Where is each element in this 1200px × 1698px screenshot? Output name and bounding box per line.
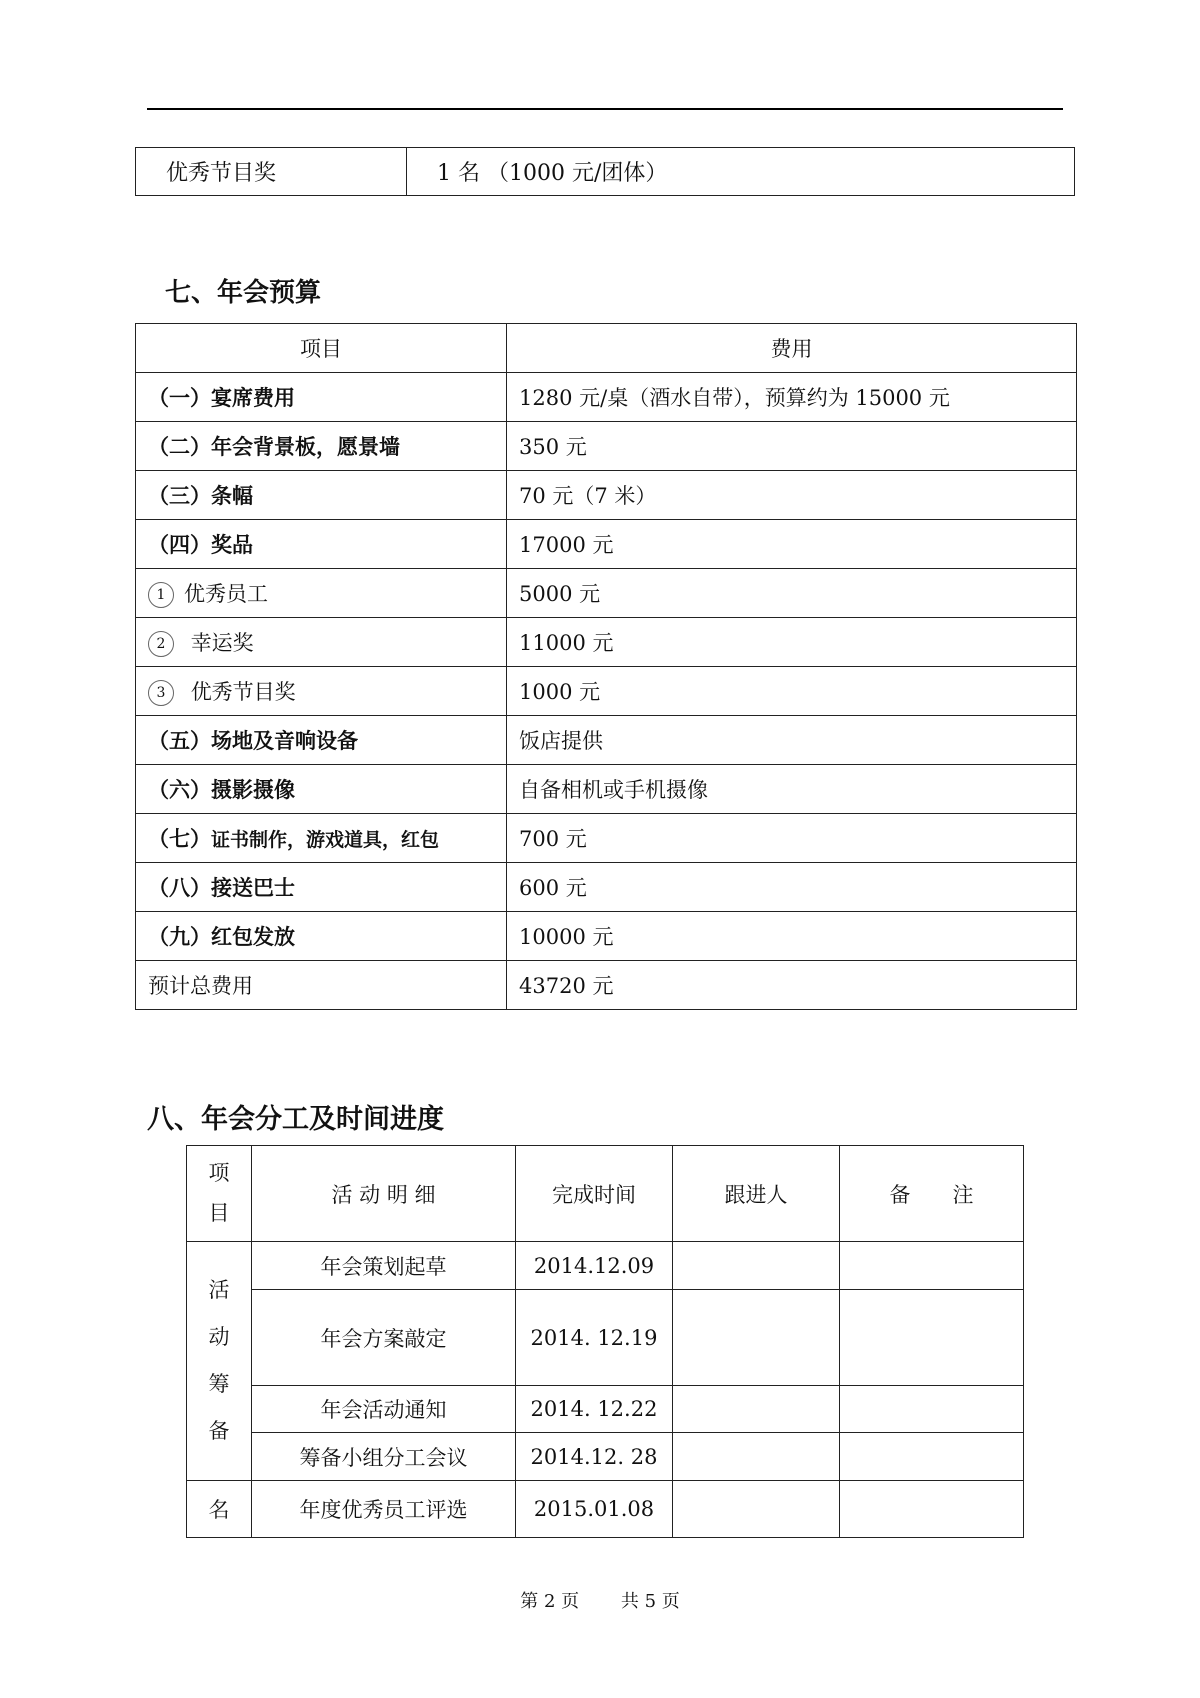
group-label: 活动筹备 (208, 1277, 230, 1444)
budget-cost: 600 元 (507, 863, 1077, 912)
table-row (136, 716, 1077, 765)
header-time: 完成时间 (516, 1146, 673, 1242)
budget-cost: 11000 元 (507, 618, 1077, 667)
owner-cell (673, 1242, 840, 1290)
budget-cost: 17000 元 (507, 520, 1077, 569)
budget-cost: 350 元 (507, 422, 1077, 471)
budget-item-prefix: （七） (148, 827, 211, 851)
budget-item: （三）条幅 (136, 471, 507, 520)
budget-item: 预计总费用 (136, 961, 507, 1010)
group-label: 名 (187, 1481, 252, 1538)
activity-detail: 年会方案敲定 (252, 1290, 516, 1386)
table-row (187, 1242, 1024, 1290)
circled-number: 3 (148, 680, 174, 706)
header-project: 项目 (208, 1160, 230, 1225)
table-row (136, 912, 1077, 961)
budget-cost: 自备相机或手机摄像 (507, 765, 1077, 814)
table-row (136, 373, 1077, 422)
table-row (136, 148, 1075, 196)
table-row (136, 814, 1077, 863)
budget-cost: 1280 元/桌（酒水自带），预算约为 15000 元 (507, 373, 1077, 422)
table-row (136, 667, 1077, 716)
budget-item: （四）奖品 (136, 520, 507, 569)
budget-item: （九）红包发放 (136, 912, 507, 961)
table-row (136, 520, 1077, 569)
award-value: 1 名 （1000 元/团体） (407, 148, 1075, 196)
completion-time: 2014. 12.22 (516, 1386, 673, 1433)
note-cell (840, 1433, 1024, 1481)
table-header-row (187, 1146, 1024, 1242)
table-row (187, 1433, 1024, 1481)
table-row (187, 1386, 1024, 1433)
activity-detail: 年会策划起草 (252, 1242, 516, 1290)
activity-detail: 年度优秀员工评选 (252, 1481, 516, 1538)
budget-cost: 700 元 (507, 814, 1077, 863)
table-row (187, 1290, 1024, 1386)
budget-item: 证书制作，游戏道具，红包 (211, 829, 440, 851)
circled-number: 1 (148, 582, 174, 608)
note-cell (840, 1386, 1024, 1433)
budget-item: （八）接送巴士 (136, 863, 507, 912)
budget-cost: 70 元（7 米） (507, 471, 1077, 520)
table-row (136, 618, 1077, 667)
table-header-row (136, 324, 1077, 373)
budget-cost: 43720 元 (507, 961, 1077, 1010)
header-detail: 活 动 明 细 (252, 1146, 516, 1242)
header-note: 备 注 (840, 1146, 1024, 1242)
owner-cell (673, 1290, 840, 1386)
table-row (136, 422, 1077, 471)
header-item: 项目 (136, 324, 507, 373)
budget-item: 优秀节目奖 (190, 679, 296, 704)
table-row (136, 471, 1077, 520)
award-label: 优秀节目奖 (136, 148, 407, 196)
header-cost: 费用 (507, 324, 1077, 373)
budget-cost: 1000 元 (507, 667, 1077, 716)
budget-cost: 5000 元 (507, 569, 1077, 618)
budget-item: 幸运奖 (190, 630, 254, 655)
note-cell (840, 1242, 1024, 1290)
activity-detail: 筹备小组分工会议 (252, 1433, 516, 1481)
budget-table (135, 323, 1077, 1010)
table-row (136, 569, 1077, 618)
table-row (136, 863, 1077, 912)
header-rule (147, 108, 1063, 110)
budget-item: （五）场地及音响设备 (136, 716, 507, 765)
page-total: 共 5 页 (620, 1591, 680, 1612)
completion-time: 2014.12. 28 (516, 1433, 673, 1481)
activity-detail: 年会活动通知 (252, 1386, 516, 1433)
table-row (136, 765, 1077, 814)
note-cell (840, 1481, 1024, 1538)
budget-cost: 10000 元 (507, 912, 1077, 961)
award-table (135, 147, 1075, 196)
schedule-table (186, 1145, 1024, 1538)
completion-time: 2014.12.09 (516, 1242, 673, 1290)
note-cell (840, 1290, 1024, 1386)
circled-number: 2 (148, 631, 174, 657)
budget-cost: 饭店提供 (507, 716, 1077, 765)
completion-time: 2015.01.08 (516, 1481, 673, 1538)
completion-time: 2014. 12.19 (516, 1290, 673, 1386)
header-person: 跟进人 (673, 1146, 840, 1242)
owner-cell (673, 1481, 840, 1538)
budget-item: 优秀员工 (184, 581, 268, 606)
section-8-title: 八、年会分工及时间进度 (147, 1104, 444, 1135)
budget-item: （六）摄影摄像 (136, 765, 507, 814)
table-row (187, 1481, 1024, 1538)
page-footer (0, 1587, 1200, 1613)
page-number: 第 2 页 (520, 1591, 580, 1612)
owner-cell (673, 1433, 840, 1481)
budget-item: （二）年会背景板，愿景墙 (136, 422, 507, 471)
table-row (136, 961, 1077, 1010)
budget-item: （一）宴席费用 (136, 373, 507, 422)
owner-cell (673, 1386, 840, 1433)
section-7-title: 七、年会预算 (165, 278, 322, 308)
